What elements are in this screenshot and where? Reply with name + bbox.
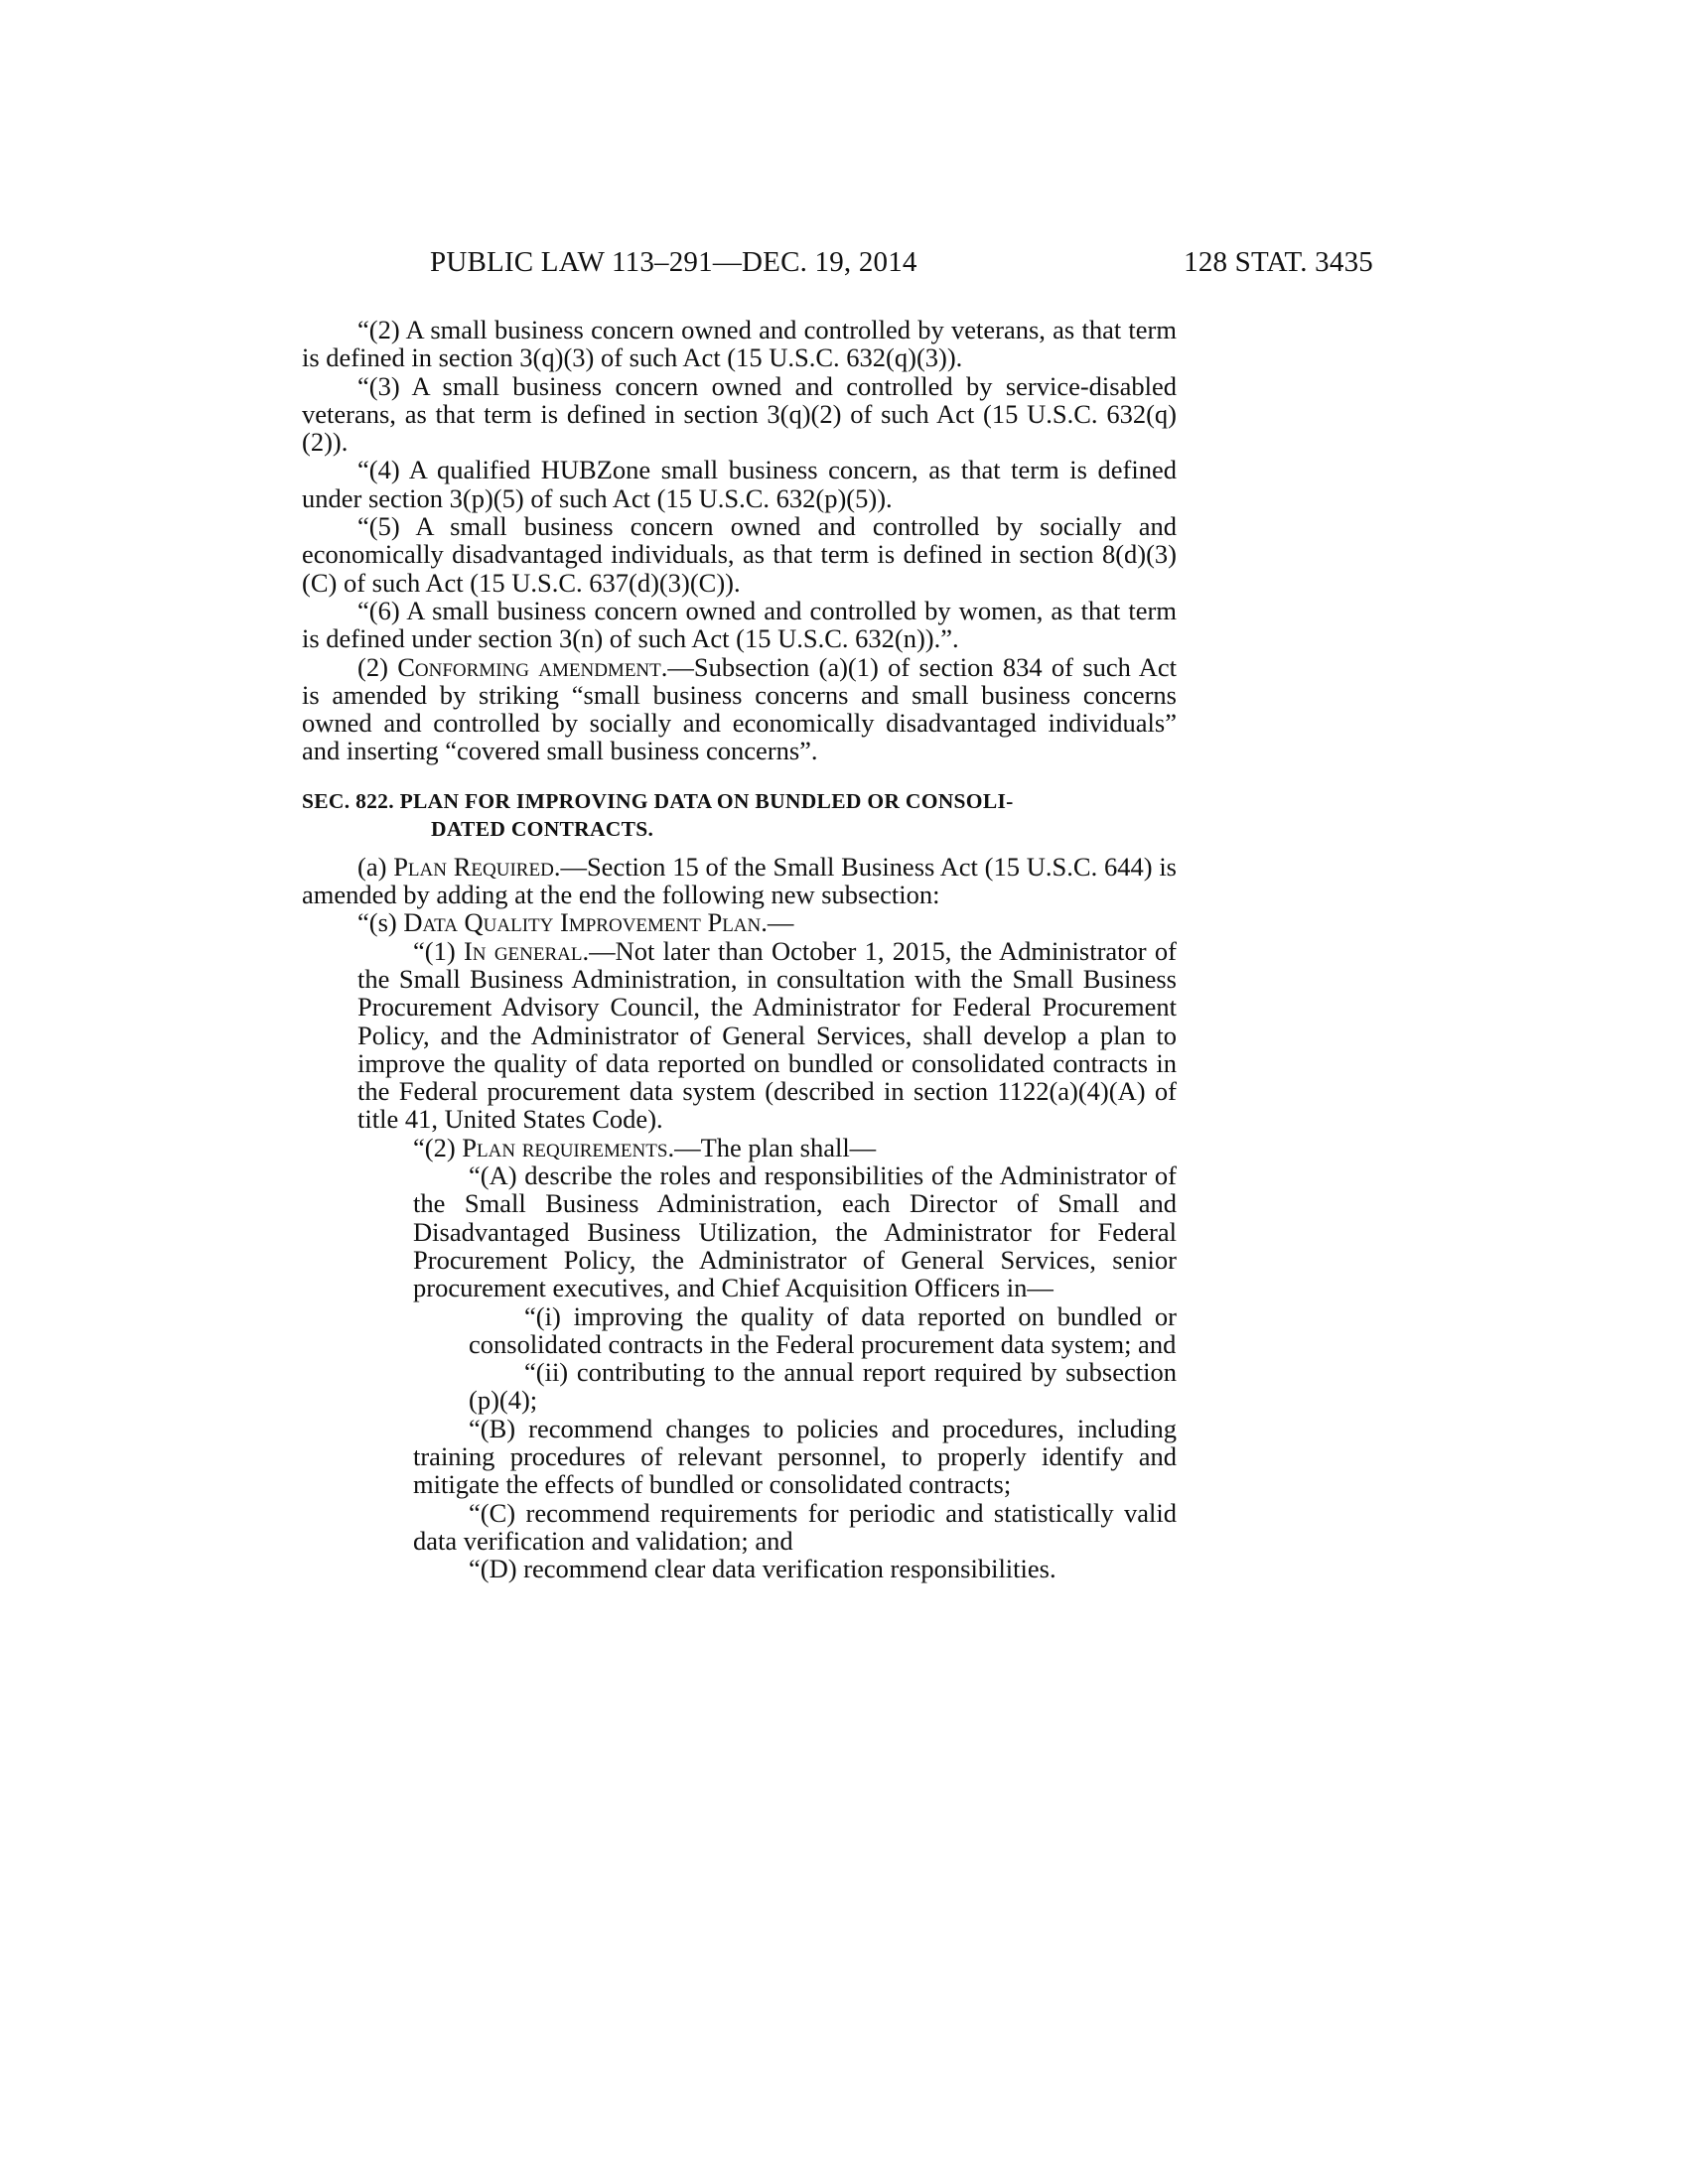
plan-required-heading: Plan Required bbox=[393, 851, 554, 882]
document-body bbox=[302, 316, 1177, 1582]
in-general-lead: “(1) bbox=[413, 935, 464, 966]
paragraph-women: “(6) A small business concern owned and controlled by women, as that term is defined under section 3(n) of such Act (15 U.S.C. 632(n)).”. bbox=[302, 595, 1177, 654]
section-heading-line2: DATED CONTRACTS. bbox=[431, 816, 654, 841]
subparagraph-c: “(C) recommend requirements for periodic and statistically valid data verification and validation; and bbox=[413, 1497, 1177, 1556]
paragraph-disadvantaged-individuals: “(5) A small business concern owned and controlled by socially and economically disadvantaged individuals, as that term is defined in section 8(d)(3)(C) of such Act (15 U.S.C. 637(d)(3)(C)). bbox=[302, 511, 1177, 598]
subparagraph-b: “(B) recommend changes to policies and procedures, including training procedures of relevant personnel, to properly identify and mitigate the effects of bundled or consolidated contracts; bbox=[413, 1413, 1177, 1500]
statute-citation: 128 STAT. 3435 bbox=[1184, 246, 1373, 278]
paragraph-plan-requirements bbox=[302, 1134, 1177, 1161]
section-heading-line1: SEC. 822. PLAN FOR IMPROVING DATA ON BUNDLED OR CONSOLI- bbox=[302, 788, 1014, 813]
plan-requirements-heading: Plan requirements bbox=[462, 1132, 668, 1162]
plan-required-text: .—Section 15 of the Small Business Act (15 U.S.C. 644) is amended by adding at the end the following new subsection: bbox=[302, 851, 1177, 910]
conforming-lead: (2) bbox=[357, 651, 398, 682]
data-quality-lead: “(s) bbox=[357, 907, 404, 938]
plan-requirements-text: .—The plan shall— bbox=[667, 1132, 877, 1162]
conforming-text: .—Subsection (a)(1) of section 834 of such Act is amended by striking “small business concerns and small business concerns owned and controlled by socially and economically disadvantaged individuals” and inserting “covered small business concerns”. bbox=[302, 651, 1178, 766]
paragraph-data-quality-plan bbox=[302, 908, 1177, 936]
paragraph-plan-required bbox=[302, 853, 1177, 909]
conforming-heading: Conforming amendment bbox=[397, 651, 661, 682]
section-heading bbox=[302, 787, 1177, 843]
page-header bbox=[430, 246, 1373, 286]
paragraph-veterans: “(2) A small business concern owned and controlled by veterans, as that term is defined in section 3(q)(3) of such Act (15 U.S.C. 632(q)(3)). bbox=[302, 315, 1177, 373]
paragraph-hubzone: “(4) A qualified HUBZone small business concern, as that term is defined under section 3(p)(5) of such Act (15 U.S.C. 632(p)(5)). bbox=[302, 455, 1177, 513]
plan-requirements-lead: “(2) bbox=[413, 1132, 463, 1162]
clause-i: “(i) improving the quality of data reported on bundled or consolidated contracts in the Federal procurement data system; and bbox=[469, 1300, 1177, 1359]
plan-required-lead: (a) bbox=[357, 851, 394, 882]
data-quality-text: .— bbox=[761, 907, 794, 938]
subparagraph-a: “(A) describe the roles and responsibilities of the Administrator of the Small Business Administration, each Director of Small and Disadvantaged Business Utilization, the Administrator for Federal Procurement Policy, the Administrator of General Services, senior procurement executives, and Chief Acquisition Officers in— bbox=[413, 1160, 1177, 1303]
paragraph-in-general bbox=[302, 937, 1177, 1134]
data-quality-heading: Data Quality Improvement Plan bbox=[403, 907, 762, 938]
running-head: PUBLIC LAW 113–291—DEC. 19, 2014 bbox=[430, 246, 917, 278]
paragraph-service-disabled-veterans: “(3) A small business concern owned and controlled by service-disabled veterans, as that term is defined in section 3(q)(2) of such Act (15 U.S.C. 632(q)(2)). bbox=[302, 370, 1177, 458]
in-general-heading: In general bbox=[463, 935, 583, 966]
paragraph-conforming-amendment bbox=[302, 653, 1177, 765]
in-general-text: .—Not later than October 1, 2015, the Administrator of the Small Business Administration, in consultation with the Small Business Procurement Advisory Council, the Administrator for Federal Procurement Policy, and the Administrator of General Services, shall develop a plan to improve the quality of data reported on bundled or consolidated contracts in the Federal procurement data system (described in section 1122(a)(4)(A) of title 41, United States Code). bbox=[357, 935, 1177, 1135]
subparagraph-d: “(D) recommend clear data verification responsibilities. bbox=[469, 1554, 1056, 1584]
clause-ii: “(ii) contributing to the annual report required by subsection (p)(4); bbox=[469, 1357, 1177, 1416]
